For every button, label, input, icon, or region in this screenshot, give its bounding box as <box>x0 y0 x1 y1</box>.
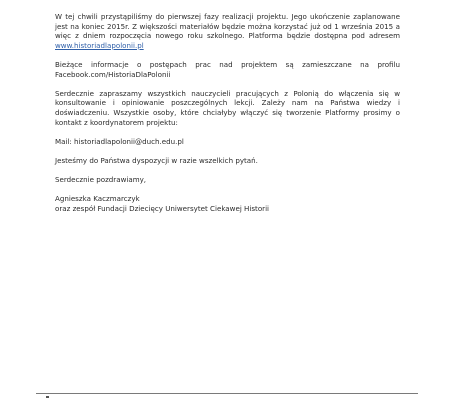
document-body <box>55 12 400 213</box>
paragraph-facebook: Bieżące informacje o postępach prac nad projektem są zamieszczane na profilu Facebook.com/HistoriaDlaPolonii <box>55 59 400 79</box>
contact-mail: Mail: historiadlapolonii@duch.edu.pl <box>55 136 184 146</box>
footer-mark <box>46 396 49 398</box>
footer-divider <box>36 393 418 394</box>
paragraph-project-status <box>55 12 400 50</box>
signature <box>55 194 400 213</box>
platform-link[interactable]: www.historiadlapolonii.pl <box>55 40 144 50</box>
signature-organization: oraz zespół Fundacji Dziecięcy Uniwersytet Ciekawej Historii <box>55 203 270 213</box>
signature-name: Agnieszka Kaczmarczyk <box>55 194 140 204</box>
paragraph-project-status-text: W tej chwili przystąpiliśmy do pierwszej fazy realizacji projektu. Jego ukończenie zaplanowane jest na koniec 2015r. Z większości materiałów będzie można korzystać już od 1 września 2015 a więc z dniem rozpoczęcia nowego roku szkolnego. Platforma będzie dostępna pod adresem <box>55 12 400 41</box>
paragraph-availability: Jesteśmy do Państwa dyspozycji w razie wszelkich pytań. <box>55 155 258 165</box>
paragraph-invitation: Serdecznie zapraszamy wszystkich nauczycieli pracujących z Polonią do włączenia się w konsultowanie i opiniowanie poszczególnych lekcji. Zależy nam na Państwa wiedzy i doświadczeniu. Wszystkie osoby, które chciałyby włączyć się tworzenie Platformy prosimy o kontakt z koordynatorem projektu: <box>55 88 400 127</box>
greeting: Serdecznie pozdrawiamy, <box>55 175 147 185</box>
